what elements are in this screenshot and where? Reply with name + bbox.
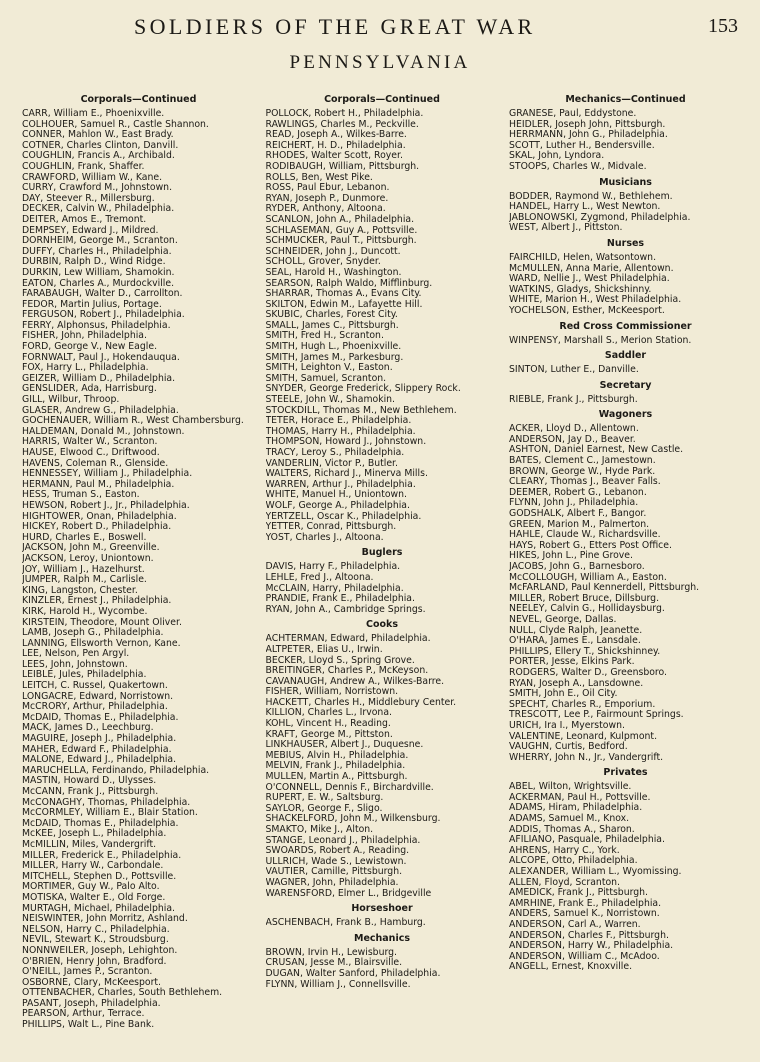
roster-entry: McCORMLEY, William E., Blair Station.	[22, 807, 198, 819]
roster-entry: GOCHENAUER, William R., West Chambersburg.	[22, 415, 244, 427]
roster-columns	[22, 94, 742, 1044]
roster-entry: KIRSTEIN, Theodore, Mount Oliver.	[22, 616, 182, 628]
roster-entry: PHILLIPS, Walt L., Pine Bank.	[22, 1019, 155, 1031]
roster-entry: MORTIMER, Guy W., Palo Alto.	[22, 881, 160, 893]
roster-entry: ADDIS, Thomas A., Sharon.	[509, 823, 635, 835]
roster-entry: ANDERSON, Carl A., Warren.	[509, 919, 641, 930]
roster-entry: NEISWINTER, John Morritz, Ashland.	[22, 913, 188, 925]
roster-entry: MILLER, Robert Bruce, Dillsburg.	[509, 592, 660, 604]
roster-entry: AHRENS, Harry C., York.	[509, 844, 620, 856]
roster-entry: SMALL, James C., Pittsburgh.	[265, 319, 399, 331]
roster-entry: PHILLIPS, Ellery T., Shickshinney.	[509, 645, 661, 657]
roster-entry: SCANLON, John A., Philadelphia.	[265, 213, 415, 225]
roster-entry: LEIBLE, Jules, Philadelphia.	[22, 669, 147, 681]
roster-entry: NEELEY, Calvin G., Hollidaysburg.	[509, 603, 665, 615]
roster-entry: ACHTERMAN, Edward, Philadelphia.	[265, 633, 431, 645]
roster-entry: McMILLIN, Miles, Vandergrift.	[22, 838, 157, 850]
roster-entry: REICHERT, H. D., Philadelphia.	[265, 139, 406, 151]
roster-entry: HESS, Truman S., Easton.	[22, 489, 140, 501]
roster-entry: JACKSON, Leroy, Uniontown.	[22, 552, 154, 564]
roster-entry: ACKERMAN, Paul H., Pottsville.	[509, 791, 651, 803]
roster-entry: WARD, Nellie J., West Philadelphia.	[509, 273, 670, 285]
roster-entry: WALTERS, Richard J., Minerva Mills.	[265, 468, 428, 480]
roster-entry: WARENSFORD, Elmer L., Bridgeville	[265, 887, 432, 899]
roster-entry: CAVANAUGH, Andrew A., Wilkes-Barre.	[265, 675, 445, 687]
roster-entry: HALDEMAN, Donald M., Johnstown.	[22, 425, 185, 437]
roster-entry: McDAID, Thomas E., Philadelphia.	[22, 817, 179, 829]
roster-entry: FLYNN, William J., Connellsville.	[265, 978, 411, 990]
roster-entry: YERTZELL, Oscar K., Philadelphia.	[265, 510, 422, 522]
roster-entry: GILL, Wilbur, Throop.	[22, 394, 120, 406]
roster-entry: HARRIS, Walter W., Scranton.	[22, 436, 158, 448]
roster-entry: CARR, William E., Phoenixville.	[22, 108, 165, 119]
roster-entry: McCANN, Frank J., Pittsburgh.	[22, 786, 159, 797]
roster-entry: WEST, Albert J., Pittston.	[509, 222, 623, 234]
roster-entry: ANDERSON, Jay D., Beaver.	[509, 433, 636, 445]
roster-entry: SEARSON, Ralph Waldo, Mifflinburg.	[265, 277, 433, 289]
roster-entry: DEITER, Amos E., Tremont.	[22, 213, 147, 225]
roster-entry: RIEBLE, Frank J., Pittsburgh.	[509, 393, 638, 405]
roster-entry: WARREN, Arthur J., Philadelphia.	[265, 478, 416, 490]
roster-entry: SMITH, Fred H., Scranton.	[265, 330, 384, 342]
roster-entry: RYAN, Joseph A., Lansdowne.	[509, 677, 644, 689]
roster-entry: MULLEN, Martin A., Pittsburgh.	[265, 771, 408, 783]
roster-entry: STOOPS, Charles W., Midvale.	[509, 160, 647, 172]
roster-entry: DAVIS, Harry F., Philadelphia.	[265, 561, 401, 573]
page-header	[0, 14, 760, 42]
section-heading: Saddler	[604, 350, 647, 362]
roster-entry: DURBIN, Ralph D., Wind Ridge.	[22, 256, 166, 268]
roster-entry: ALTPETER, Elias U., Irwin.	[265, 643, 383, 655]
roster-entry: SNYDER, George Frederick, Slippery Rock.	[265, 383, 461, 395]
roster-entry: RYDER, Anthony, Altoona.	[265, 203, 386, 215]
section-heading: Musicians	[599, 176, 652, 188]
roster-entry: McCRORY, Arthur, Philadelphia.	[22, 701, 168, 713]
roster-entry: FISHER, John, Philadelphia.	[22, 330, 147, 342]
roster-entry: ASHTON, Daniel Earnest, New Castle.	[509, 444, 684, 456]
roster-entry: NONNWEILER, Joseph, Lehighton.	[22, 944, 178, 956]
roster-column-3	[509, 94, 742, 1044]
section-heading: Cooks	[366, 619, 398, 631]
roster-entry: ANDERS, Samuel K., Norristown.	[509, 908, 660, 920]
section-heading: Secretary	[599, 379, 652, 391]
roster-entry: DURKIN, Lew William, Shamokin.	[22, 266, 175, 278]
roster-entry: DORNHEIM, George M., Scranton.	[22, 235, 178, 247]
roster-entry: AMEDICK, Frank J., Pittsburgh.	[509, 887, 649, 899]
roster-entry: SCOTT, Luther H., Bendersville.	[509, 139, 655, 151]
section-heading: Red Cross Commissioner	[559, 320, 692, 332]
roster-entry: ADAMS, Samuel M., Knox.	[509, 813, 630, 825]
roster-entry: HEWSON, Robert J., Jr., Philadelphia.	[22, 499, 190, 511]
roster-entry: HEIDLER, Joseph John, Pittsburgh.	[509, 118, 666, 130]
roster-entry: CRUSAN, Jesse M., Blairsville.	[265, 957, 403, 969]
roster-entry: RODIBAUGH, William, Pittsburgh.	[265, 160, 420, 172]
roster-entry: FAIRCHILD, Helen, Watsontown.	[509, 251, 657, 263]
roster-entry: THOMAS, Harry H., Philadelphia.	[265, 425, 416, 437]
roster-entry: HENNESSEY, William J., Philadelphia.	[22, 468, 193, 480]
roster-entry: HERMANN, Paul M., Philadelphia.	[22, 478, 175, 490]
roster-entry: O'NEILL, James P., Scranton.	[22, 966, 153, 978]
roster-entry: WATKINS, Gladys, Shickshinny.	[509, 283, 652, 295]
state-title: PENNSYLVANIA	[289, 52, 471, 73]
roster-entry: SPECHT, Charles R., Emporium.	[509, 698, 656, 710]
roster-entry: DEMPSEY, Edward J., Mildred.	[22, 224, 159, 236]
roster-entry: ALCOPE, Otto, Philadelphia.	[509, 855, 638, 867]
section-heading: Mechanics—Continued	[565, 94, 686, 105]
roster-entry: HAHLE, Claude W., Richardsville.	[509, 529, 661, 541]
roster-entry: RAWLINGS, Charles M., Peckville.	[265, 118, 419, 130]
roster-entry: PEARSON, Arthur, Terrace.	[22, 1008, 145, 1020]
roster-entry: MAGUIRE, Joseph J., Philadelphia.	[22, 733, 177, 745]
roster-entry: MITCHELL, Stephen D., Pottsville.	[22, 870, 177, 882]
roster-entry: VALENTINE, Leonard, Kulpmont.	[509, 730, 658, 742]
roster-entry: TRACY, Leroy S., Philadelphia.	[265, 447, 405, 458]
roster-entry: JOY, William J., Hazelhurst.	[22, 563, 145, 575]
roster-entry: JACOBS, John G., Barnesboro.	[509, 561, 645, 572]
roster-entry: NEVEL, George, Dallas.	[509, 613, 617, 625]
roster-entry: SKAL, John, Lyndora.	[509, 150, 605, 162]
roster-entry: THOMPSON, Howard J., Johnstown.	[265, 436, 427, 448]
roster-entry: ANGELL, Ernest, Knoxville.	[509, 961, 633, 973]
roster-entry: MEBIUS, Alvin H., Philadelphia.	[265, 749, 409, 761]
roster-entry: O'CONNELL, Dennis F., Birchardville.	[265, 781, 434, 793]
roster-entry: McCLAIN, Harry, Philadelphia.	[265, 582, 404, 594]
section-heading: Privates	[603, 767, 648, 779]
roster-entry: BREITINGER, Charles P., McKeyson.	[265, 665, 429, 677]
roster-entry: MELVIN, Frank J., Philadelphia.	[265, 760, 406, 772]
roster-entry: OSBORNE, Clary, McKeesport.	[22, 976, 162, 988]
roster-entry: CONNER, Mahlon W., East Brady.	[22, 129, 174, 141]
roster-entry: MILLER, Harry W., Carbondale.	[22, 860, 164, 872]
roster-entry: ROSS, Paul Ebur, Lebanon.	[265, 182, 390, 194]
roster-entry: ASCHENBACH, Frank B., Hamburg.	[265, 917, 426, 929]
roster-entry: MACK, James D., Leechburg.	[22, 722, 154, 734]
roster-entry: STEELE, John W., Shamokin.	[265, 394, 396, 406]
roster-entry: McCONAGHY, Thomas, Philadelphia.	[22, 796, 191, 808]
roster-entry: SCHOLL, Grover, Snyder.	[265, 256, 381, 268]
section-heading: Corporals—Continued	[80, 94, 197, 105]
roster-entry: TRESCOTT, Lee P., Fairmount Springs.	[509, 709, 684, 721]
roster-entry: FOX, Harry L., Philadelphia.	[22, 362, 149, 374]
roster-entry: CURRY, Crawford M., Johnstown.	[22, 182, 173, 194]
running-title: SOLDIERS OF THE GREAT WAR	[134, 14, 536, 39]
roster-entry: HAYS, Robert G., Etters Post Office.	[509, 539, 672, 551]
roster-entry: VANDERLIN, Victor P., Butler.	[265, 457, 398, 469]
roster-entry: STANGE, Leonard J., Philadelphia.	[265, 834, 421, 846]
roster-entry: SHARRAR, Thomas A., Evans City.	[265, 288, 422, 300]
roster-entry: HAVENS, Coleman R., Glenside.	[22, 457, 169, 469]
roster-entry: ANDERSON, Harry W., Philadelphia.	[509, 940, 674, 952]
roster-entry: BROWN, George W., Hyde Park.	[509, 465, 656, 477]
roster-entry: TETER, Horace E., Philadelphia.	[265, 415, 412, 427]
roster-entry: EATON, Charles A., Murdockville.	[22, 277, 175, 289]
roster-entry: WOLF, George A., Philadelphia.	[265, 499, 410, 511]
roster-entry: FARABAUGH, Walter D., Carrollton.	[22, 288, 183, 300]
roster-entry: ACKER, Lloyd D., Allentown.	[509, 423, 639, 435]
roster-entry: WHERRY, John N., Jr., Vandergrift.	[509, 751, 664, 763]
section-heading: Nurses	[606, 237, 645, 249]
roster-entry: FISHER, William, Norristown.	[265, 686, 399, 698]
roster-entry: FORNWALT, Paul J., Hokendauqua.	[22, 351, 180, 363]
roster-entry: YOST, Charles J., Altoona.	[265, 531, 384, 543]
roster-column-2	[266, 94, 499, 1044]
roster-entry: O'HARA, James E., Lansdale.	[509, 635, 641, 647]
page-number: 153	[708, 15, 738, 37]
roster-entry: RYAN, John A., Cambridge Springs.	[265, 603, 426, 615]
roster-entry: GENSLIDER, Ada, Harrisburg.	[22, 383, 157, 395]
roster-entry: RUPERT, E. W., Saltsburg.	[265, 792, 384, 804]
roster-entry: DAY, Steever R., Millersburg.	[22, 192, 155, 204]
roster-entry: NELSON, Harry C., Philadelphia.	[22, 923, 170, 935]
roster-entry: GRANESE, Paul, Eddystone.	[509, 108, 637, 119]
roster-entry: SMITH, John E., Oil City.	[509, 688, 618, 700]
roster-entry: KOHL, Vincent H., Reading.	[265, 718, 391, 730]
roster-entry: AMRHINE, Frank E., Philadelphia.	[509, 897, 662, 909]
roster-entry: COUGHLIN, Francis A., Archibald.	[22, 150, 175, 162]
roster-entry: RHODES, Walter Scott, Royer.	[265, 150, 403, 162]
roster-entry: VAUTIER, Camille, Pittsburgh.	[265, 866, 403, 878]
roster-entry: SMITH, Leighton V., Easton.	[265, 362, 393, 374]
roster-entry: READ, Joseph A., Wilkes-Barre.	[265, 129, 407, 141]
roster-entry: JUMPER, Ralph M., Carlisle.	[22, 574, 147, 586]
section-heading: Wagoners	[598, 409, 653, 421]
section-heading: Horseshoer	[351, 903, 413, 915]
roster-entry: MURTAGH, Michael, Philadelphia.	[22, 902, 175, 914]
roster-entry: AFILIANO, Pasquale, Philadelphia.	[509, 834, 665, 846]
roster-entry: POLLOCK, Robert H., Philadelphia.	[265, 108, 424, 119]
roster-entry: SMAKTO, Mike J., Alton.	[265, 824, 374, 835]
roster-entry: SKILTON, Edwin M., Lafayette Hill.	[265, 298, 423, 310]
roster-entry: ALEXANDER, William L., Wyomissing.	[509, 866, 682, 878]
roster-entry: SAYLOR, George F., Sligo.	[265, 802, 383, 814]
roster-entry: NULL, Clyde Ralph, Jeanette.	[509, 624, 643, 636]
roster-entry: DECKER, Calvin W., Philadelphia.	[22, 203, 175, 215]
roster-entry: ULLRICH, Wade S., Lewistown.	[265, 855, 407, 867]
roster-entry: BATES, Clement C., Jamestown.	[509, 455, 656, 467]
roster-entry: DUGAN, Walter Sanford, Philadelphia.	[265, 967, 441, 979]
roster-entry: SCHNEIDER, John J., Duncott.	[265, 245, 401, 257]
roster-entry: HIGHTOWER, Onan, Philadelphia.	[22, 510, 177, 522]
roster-entry: GREEN, Marion M., Palmerton.	[509, 518, 650, 530]
roster-entry: SEAL, Harold H., Washington.	[265, 266, 402, 278]
roster-entry: HACKETT, Charles H., Middlebury Center.	[265, 696, 457, 708]
roster-entry: ADAMS, Hiram, Philadelphia.	[509, 802, 643, 814]
roster-entry: BECKER, Lloyd S., Spring Grove.	[265, 654, 415, 666]
roster-entry: SWOARDS, Robert A., Reading.	[265, 845, 410, 857]
roster-entry: SMITH, Samuel, Scranton.	[265, 372, 387, 384]
roster-entry: WAGNER, John, Philadelphia.	[265, 876, 399, 888]
roster-entry: STOCKDILL, Thomas M., New Bethlehem.	[265, 404, 457, 416]
roster-entry: WHITE, Manuel H., Uniontown.	[265, 489, 407, 501]
roster-entry: DEEMER, Robert G., Lebanon.	[509, 486, 647, 498]
roster-entry: LEE, Nelson, Pen Argyl.	[22, 648, 130, 660]
roster-entry: FORD, George V., New Eagle.	[22, 341, 158, 353]
roster-entry: HERRMANN, John G., Philadelphia.	[509, 129, 668, 141]
roster-entry: KRAFT, George M., Pittston.	[265, 728, 393, 740]
roster-entry: DUFFY, Charles H., Philadelphia.	[22, 245, 172, 257]
roster-entry: MAHER, Edward F., Philadelphia.	[22, 743, 172, 755]
roster-entry: FEDOR, Martin Julius, Portage.	[22, 298, 162, 310]
roster-entry: CLEARY, Thomas J., Beaver Falls.	[509, 476, 661, 488]
roster-entry: RYAN, Joseph P., Dunmore.	[265, 192, 389, 204]
roster-entry: SCHLASEMAN, Guy A., Pottsville.	[265, 224, 418, 236]
roster-entry: NEVIL, Stewart K., Stroudsburg.	[22, 934, 169, 946]
roster-entry: MOTISKA, Walter E., Old Forge.	[22, 891, 166, 903]
roster-entry: SCHMUCKER, Paul T., Pittsburgh.	[265, 235, 417, 247]
roster-entry: McCOLLOUGH, William A., Easton.	[509, 571, 667, 583]
roster-entry: JABLONOWSKI, Zygmond, Philadelphia.	[509, 211, 691, 223]
roster-entry: PASANT, Joseph, Philadelphia.	[22, 997, 161, 1009]
roster-entry: MALONE, Edward J., Philadelphia.	[22, 754, 177, 766]
roster-entry: KING, Langston, Chester.	[22, 584, 138, 596]
roster-entry: GODSHALK, Albert F., Bangor.	[509, 508, 647, 520]
roster-entry: ROLLS, Ben, West Pike.	[265, 171, 373, 183]
roster-entry: HANDEL, Harry L., West Newton.	[509, 201, 661, 213]
roster-entry: O'BRIEN, Henry John, Bradford.	[22, 955, 167, 967]
roster-entry: COUGHLIN, Frank, Shaffer.	[22, 160, 145, 172]
roster-entry: ANDERSON, Charles F., Pittsburgh.	[509, 929, 669, 941]
roster-entry: URICH, Ira I., Myerstown.	[509, 719, 625, 731]
roster-entry: COLHOUER, Samuel R., Castle Shannon.	[22, 118, 209, 130]
roster-entry: BROWN, Irvin H., Lewisburg.	[265, 946, 397, 958]
roster-entry: GLASER, Andrew G., Philadelphia.	[22, 404, 179, 416]
roster-column-1	[22, 94, 255, 1044]
roster-entry: LEES, John, Johnstown.	[22, 658, 128, 670]
roster-entry: SHACKELFORD, John M., Wilkensburg.	[265, 813, 441, 825]
roster-entry: McKEE, Joseph L., Philadelphia.	[22, 828, 167, 840]
roster-entry: LEITCH, C. Russel, Quakertown.	[22, 680, 168, 692]
roster-entry: GEIZER, William D., Philadelphia.	[22, 372, 176, 384]
roster-entry: ANDERSON, William C., McAdoo.	[509, 950, 660, 962]
roster-entry: McDAID, Thomas E., Philadelphia.	[22, 711, 179, 723]
roster-entry: YETTER, Conrad, Pittsburgh.	[265, 521, 397, 533]
roster-entry: PORTER, Jesse, Elkins Park.	[509, 656, 635, 668]
roster-entry: HAUSE, Elwood C., Driftwood.	[22, 447, 160, 458]
roster-entry: HICKEY, Robert D., Philadelphia.	[22, 521, 172, 533]
roster-entry: McFARLAND, Paul Kennerdell, Pittsburgh.	[509, 582, 700, 594]
section-heading: Corporals—Continued	[324, 94, 440, 105]
roster-entry: LEHLE, Fred J., Altoona.	[265, 571, 374, 583]
roster-entry: CRAWFORD, William W., Kane.	[22, 171, 163, 183]
roster-entry: KILLION, Charles L., Irvona.	[265, 707, 392, 719]
roster-entry: OTTENBACHER, Charles, South Bethlehem.	[22, 987, 223, 999]
roster-entry: VAUGHN, Curtis, Bedford.	[509, 741, 628, 753]
roster-entry: LANNING, Ellsworth Vernon, Kane.	[22, 637, 181, 649]
roster-entry: COTNER, Charles Clinton, Danvill.	[22, 139, 179, 151]
roster-entry: PRANDIE, Frank E., Philadelphia.	[265, 593, 415, 605]
roster-entry: RODGERS, Walter D., Greensboro.	[509, 666, 668, 678]
roster-entry: ALLEN, Floyd, Scranton.	[509, 876, 620, 888]
roster-entry: SINTON, Luther E., Danville.	[509, 364, 639, 376]
roster-entry: MASTIN, Howard D., Ulysses.	[22, 775, 157, 787]
roster-entry: YOCHELSON, Esther, McKeesport.	[509, 304, 665, 316]
roster-entry: McMULLEN, Anna Marie, Allentown.	[509, 262, 674, 274]
roster-entry: BODDER, Raymond W., Bethlehem.	[509, 190, 673, 202]
roster-entry: ABEL, Wilton, Wrightsville.	[509, 781, 632, 793]
roster-entry: KIRK, Harold H., Wycombe.	[22, 605, 148, 617]
section-heading: Mechanics	[353, 932, 410, 944]
roster-entry: SKUBIC, Charles, Forest City.	[265, 309, 398, 321]
roster-entry: FERGUSON, Robert J., Philadelphia.	[22, 309, 185, 321]
roster-entry: WINPENSY, Marshall S., Merion Station.	[509, 334, 692, 346]
roster-entry: LONGACRE, Edward, Norristown.	[22, 690, 174, 702]
roster-entry: SMITH, James M., Parkesburg.	[265, 351, 404, 363]
roster-entry: KINZLER, Ernest J., Philadelphia.	[22, 595, 172, 607]
section-heading: Buglers	[361, 547, 403, 559]
roster-entry: JACKSON, John M., Greenville.	[22, 542, 160, 554]
roster-entry: LAMB, Joseph G., Philadelphia.	[22, 627, 164, 639]
roster-entry: MILLER, Frederick E., Philadelphia.	[22, 849, 182, 861]
roster-entry: HURD, Charles E., Boswell.	[22, 531, 147, 543]
roster-entry: FERRY, Alphonsus, Philadelphia.	[22, 319, 171, 331]
roster-entry: WHITE, Marion H., West Philadelphia.	[509, 294, 682, 306]
roster-entry: SMITH, Hugh L., Phoenixville.	[265, 341, 402, 353]
roster-entry: FLYNN, John J., Philadelphia.	[509, 497, 639, 509]
roster-entry: HIKES, John L., Pine Grove.	[509, 550, 633, 562]
roster-entry: LINKHAUSER, Albert J., Duquesne.	[265, 739, 424, 751]
roster-entry: MARUCHELLA, Ferdinando, Philadelphia.	[22, 764, 210, 776]
